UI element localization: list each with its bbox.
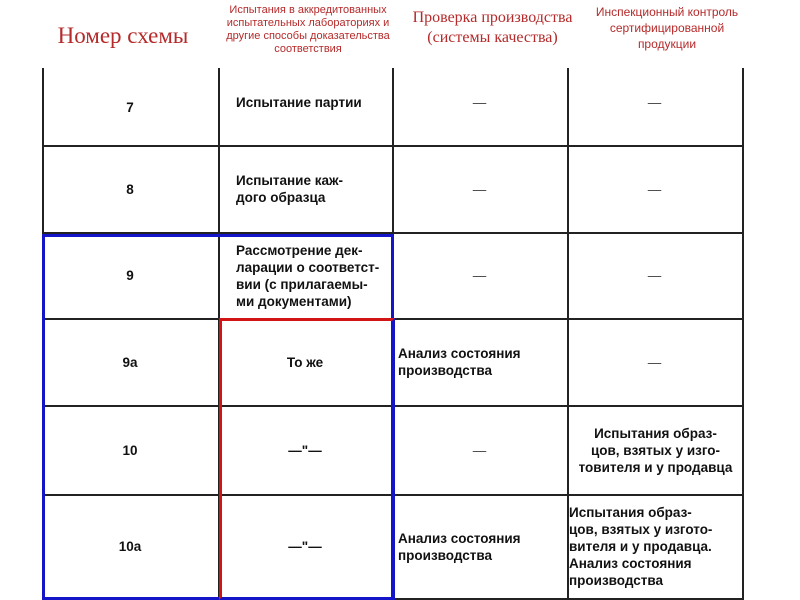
production-cell: — <box>472 95 487 110</box>
header-production-check: Проверка производства (системы качества) <box>412 9 573 46</box>
test-cell: Испытание партии <box>236 95 362 110</box>
scheme-number-cell: 9 <box>126 268 134 283</box>
production-cell: Анализ состояния производства <box>398 346 521 378</box>
header-lab-testing: Испытания в аккредитованных испытательных лабораториях и другие способы доказательства соответствия <box>226 4 390 55</box>
table-border-right <box>742 68 744 600</box>
inspection-cell: — <box>647 95 662 110</box>
highlight-frame-red <box>219 318 395 600</box>
inspection-cell: — <box>647 181 662 197</box>
scheme-number-cell: 8 <box>126 181 134 197</box>
inspection-cell: — <box>647 268 662 283</box>
scheme-number-cell: 7 <box>126 100 134 115</box>
production-cell: — <box>472 268 487 283</box>
test-cell: —"— <box>288 442 322 458</box>
test-cell: То же <box>286 354 324 370</box>
inspection-cell: — <box>647 354 662 370</box>
header-inspection-control: Инспекционный контроль сертифицированной продукции <box>595 5 739 51</box>
test-cell: —"— <box>288 539 322 554</box>
production-cell: Анализ состояния производства <box>398 530 521 563</box>
test-cell: Испытание каж- дого образца <box>236 173 344 205</box>
inspection-cell: Испытания образ- цов, взятых у изго- товителя и у продавца <box>578 425 733 475</box>
production-cell: — <box>472 181 487 197</box>
scheme-number-cell: 9а <box>122 354 138 370</box>
scheme-number-cell: 10а <box>118 539 142 554</box>
test-cell: Рассмотрение дек- ларации о соответст- вии (с прилагаемы- ми документами) <box>236 242 380 309</box>
scheme-number-cell: 10 <box>122 442 138 458</box>
production-cell: — <box>472 442 487 458</box>
inspection-cell: Испытания образ- цов, взятых у изгото- вителя и у продавца. Анализ состояния производства <box>569 505 713 588</box>
header-scheme-number: Номер схемы <box>57 23 189 48</box>
